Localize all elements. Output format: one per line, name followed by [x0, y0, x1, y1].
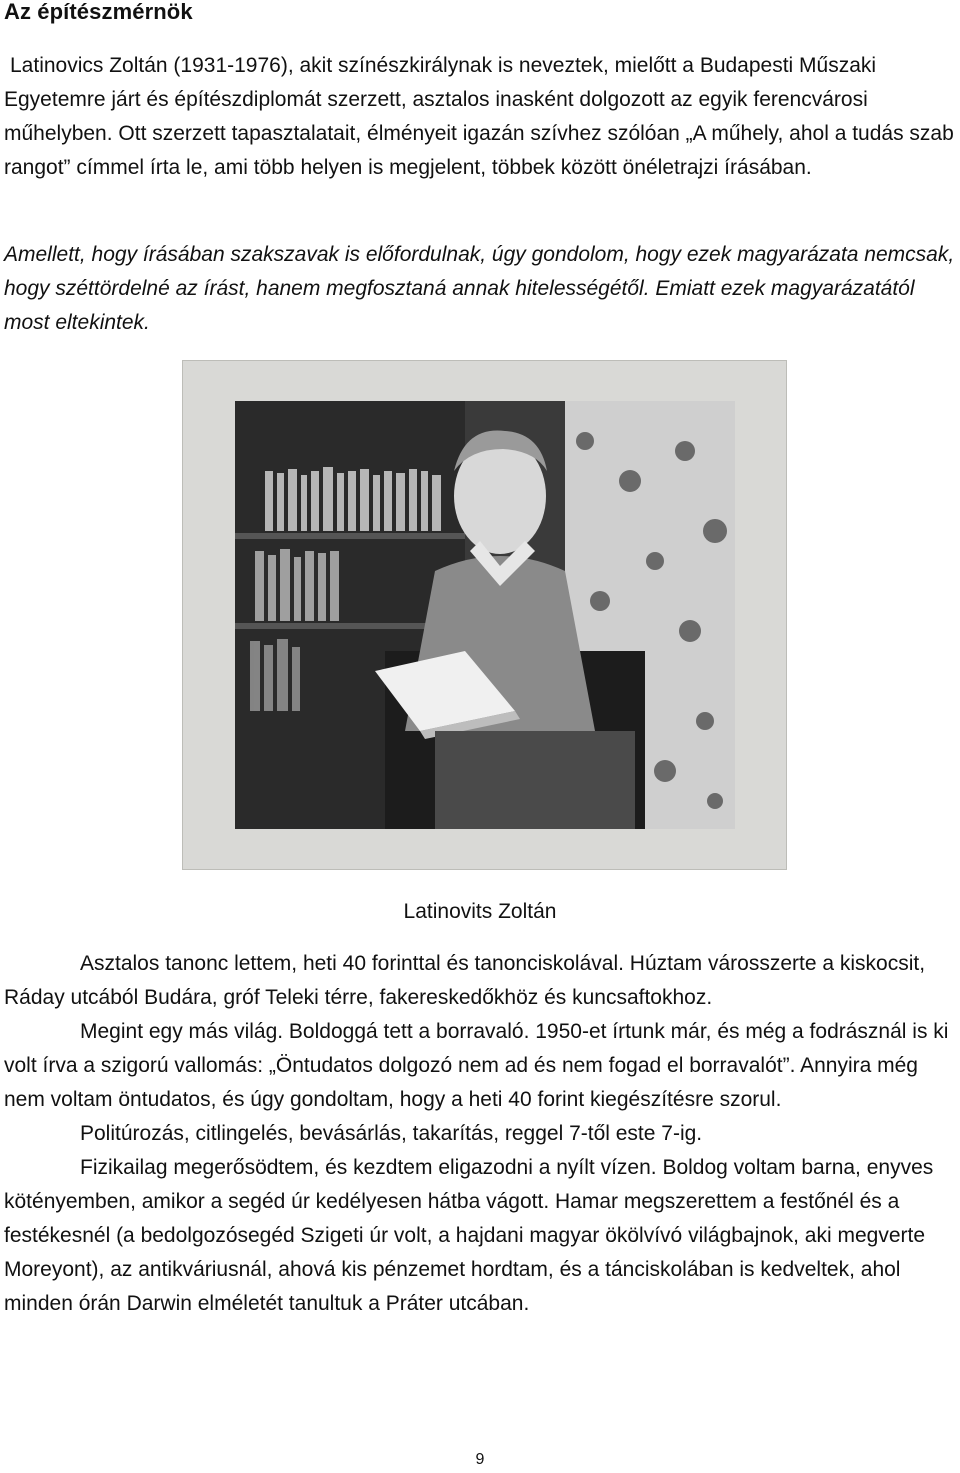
page-number: 9 — [475, 1451, 485, 1468]
portrait-photo — [235, 401, 735, 829]
photo-caption: Latinovits Zoltán — [403, 900, 557, 923]
body-paragraph: Asztalos tanonc lettem, heti 40 forinttal és tanonciskolával. Húztam városszerte a kiskocsit, Ráday utcából Budára, gróf Teleki térre, fakereskedőkhöz és kuncsaftokhoz. — [4, 952, 926, 1009]
italic-note-paragraph: Amellett, hogy írásában szakszavak is előfordulnak, úgy gondolom, hogy ezek magyarázata nemcsak, hogy széttördelné az írást, hanem megfosztaná annak hitelességétől. Emiatt ezek magyarázatától most eltekintek. — [4, 243, 955, 334]
body-paragraph: Fizikailag megerősödtem, és kezdtem eligazodni a nyílt vízen. Boldog voltam barna, enyves kötényemben, amikor a segéd úr kedélyesen hátba vágott. Hamar megszerettem a festőnél és a festékesnél (a bedolgozósegéd Szigeti úr volt, a hajdani magyar ökölvívó világbajnok, aki megverte Moreyont), az antikváriusnál, ahová kis pénzemet hordtam, és a tánciskolában is kedveltek, ahol minden órán Darwin elméletét tanultuk a Práter utcában. — [4, 1156, 934, 1315]
document-title: Az építészmérnök — [4, 0, 193, 24]
body-paragraph: Megint egy más világ. Boldoggá tett a borravaló. 1950-et írtunk már, és még a fodrásznál is ki volt írva a szigorú vallomás: „Öntudatos dolgozó nem ad és nem fogad el borravalót”. Annyira még nem voltam öntudatos, és úgy gondoltam, hogy a heti 40 forint kiegészítésre szorul. — [4, 1020, 949, 1111]
body-text — [4, 947, 956, 1321]
intro-paragraph: Latinovics Zoltán (1931-1976), akit színészkirálynak is neveztek, mielőtt a Budapesti Műszaki Egyetemre járt és építészdiplomát szerzett, asztalos inasként dolgozott az egyik ferencvárosi műhelyben. Ott szerzett tapasztalatait, élményeit igazán szívhez szólóan „A műhely, ahol a tudás szab rangot” címmel írta le, ami több helyen is megjelent, többek között önéletrajzi írásában. — [4, 54, 954, 179]
body-paragraph: Politúrozás, citlingelés, bevásárlás, takarítás, reggel 7-től este 7-ig. — [80, 1122, 703, 1145]
framed-photo — [182, 360, 787, 870]
